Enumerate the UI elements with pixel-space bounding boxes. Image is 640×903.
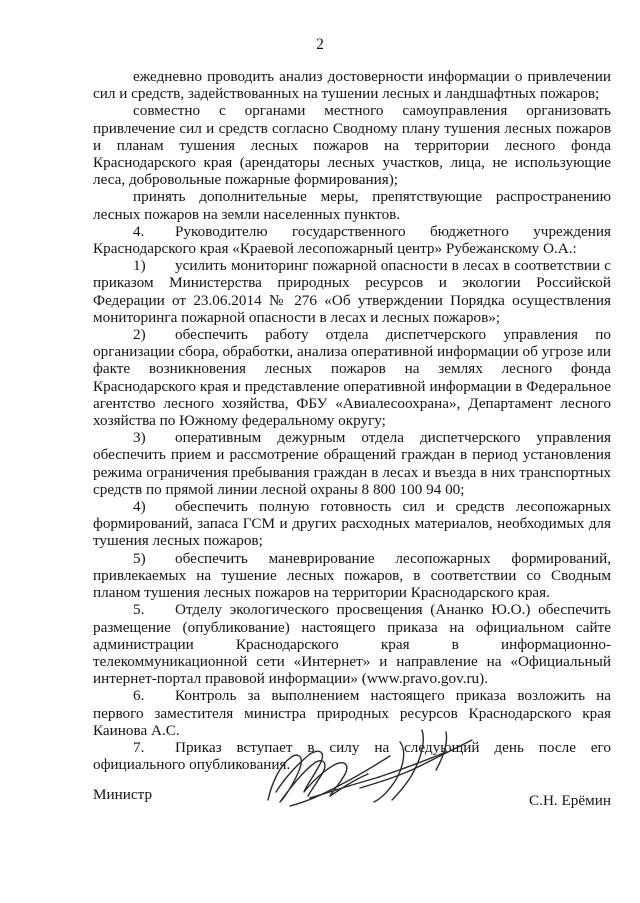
paragraph-text: принять дополнительные меры, препятствующие распространению лесных пожаров на земли населенных пунктов. [93,188,611,223]
signature-block [93,778,611,818]
paragraph-number: 7. [133,738,145,756]
paragraph-number: 4. [133,222,145,240]
paragraph [93,498,611,550]
paragraph-text: совместно с органами местного самоуправления организовать привлечение сил и средств согласно Сводному плану тушения лесных пожаров и планам тушения лесных пожаров на территории лесного фонда Краснодарского края (арендаторы лесных участков, лица, не использующие леса, добровольные пожарные формирования); [93,102,611,189]
paragraph [93,68,611,102]
paragraph-number: 3) [133,429,146,447]
paragraph [93,188,611,222]
paragraph-number: 5) [133,549,146,567]
signatory-title: Министр [93,786,153,803]
paragraph-text: усилить мониторинг пожарной опасности в лесах в соответствии с приказом Министерства природных ресурсов и экологии Российской Федерации от 23.06.2014 № 276 «Об утверждении Порядка осуществления мониторинга пожарной опасности в лесах и лесных пожаров»; [93,257,611,326]
paragraph [93,326,611,429]
page-number: 2 [316,36,324,53]
paragraph-text: ежедневно проводить анализ достоверности информации о привлечении сил и средств, задействованных на тушении лесных и ландшафтных пожаров; [93,68,611,103]
paragraph [93,601,611,687]
paragraph-text: обеспечить маневрирование лесопожарных формирований, привлекаемых на тушение лесных пожаров, в соответствии со Сводным планом тушения лесных пожаров на территории Краснодарского края. [93,549,611,602]
paragraph-text: обеспечить работу отдела диспетчерского управления по организации сбора, обработки, анализа оперативной информации об угрозе или факте возникновения лесных пожаров на землях лесного фонда Краснодарского края и представление оперативной информации в Федеральное агентство лесного хозяйства, ФБУ «Авиалесоохрана», Департамент лесного хозяйства по Южному федеральному округу; [93,326,611,430]
paragraph-text: оперативным дежурным отдела диспетчерского управления обеспечить прием и рассмотрение обращений граждан в период установления режима ограничения пребывания граждан в лесах и въезда в них транспортных средств по прямой линии лесной охраны 8 800 100 94 00; [93,429,611,498]
paragraph-number: 1) [133,257,146,275]
paragraph-number: 4) [133,498,146,516]
paragraph [93,102,611,188]
paragraph-number: 2) [133,326,146,344]
paragraph [93,257,611,326]
signatory-name: С.Н. Ерёмин [529,792,611,809]
paragraph [93,550,611,602]
paragraph-number: 6. [133,687,145,705]
paragraph-text: Контроль за выполнением настоящего приказа возложить на первого заместителя министра природных ресурсов Краснодарского края Каинова А.С. [93,687,611,739]
document-body [93,68,611,773]
paragraph-text: обеспечить полную готовность сил и средств лесопожарных формирований, запаса ГСМ и других расходных материалов, необходимых для тушения лесных пожаров; [93,498,611,550]
paragraph [93,429,611,498]
paragraph-text: Приказ вступает в силу на следующий день после его официального опубликования. [93,738,611,774]
paragraph [93,223,611,257]
paragraph-text: Руководителю государственного бюджетного учреждения Краснодарского края «Краевой лесопожарный центр» Рубежанскому О.А.: [93,222,611,258]
paragraph-number: 5. [133,601,145,619]
paragraph-text: Отделу экологического просвещения (Ананко Ю.О.) обеспечить размещение (опубликование) настоящего приказа на официальном сайте администрации Краснодарского края в информационно-телекоммуникационной сети «Интернет» и направление на «Официальный интернет-портал правовой информации» (www.pravo.gov.ru). [93,601,611,688]
